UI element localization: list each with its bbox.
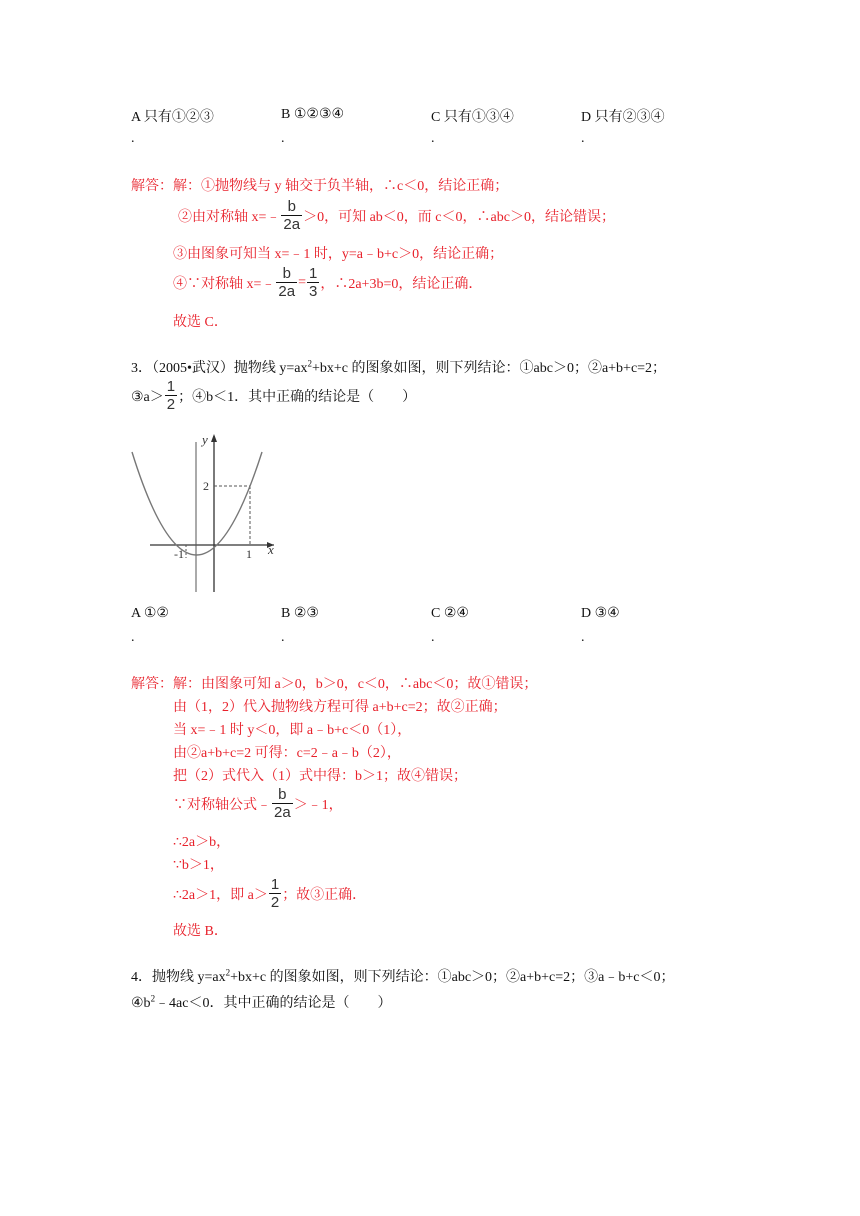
q2-line4-pre: ④∵对称轴 x=﹣ xyxy=(173,276,276,292)
q3-l6-fraction xyxy=(272,786,293,821)
q2-answer-line1: 解：①抛物线与 y 轴交于负半轴，∴c＜0，结论正确； xyxy=(173,179,509,194)
q2-option-d: D 只有②③④ xyxy=(581,110,665,125)
q2-line2-numerator: b xyxy=(281,198,302,216)
q3-l9-numerator: 1 xyxy=(270,876,280,893)
q3-stem2-denominator: 2 xyxy=(166,396,176,413)
q2-line2-pre: ②由对称轴 x=﹣ xyxy=(178,209,281,225)
q3-l9-post: ；故③正确． xyxy=(282,887,367,903)
q2-option-a-dot: . xyxy=(131,131,135,146)
q2-option-c-dot: . xyxy=(431,131,435,146)
q2-line4-fraction1 xyxy=(276,265,297,300)
q3-option-a: A ①② xyxy=(131,606,169,621)
q3-option-d: D ③④ xyxy=(581,606,620,621)
tick-label-neg1: -1 xyxy=(174,547,184,561)
parabola-graph xyxy=(128,430,278,595)
q2-line4-post: ，∴2a+3b=0，结论正确． xyxy=(320,276,483,292)
q2-option-b-dot: . xyxy=(281,131,285,146)
q3-answer-l8: ∵b＞1， xyxy=(173,858,224,873)
tick-label-1: 1 xyxy=(246,547,252,561)
q4-stem-line2 xyxy=(131,992,392,1012)
q2-line2-denominator: 2a xyxy=(283,216,301,233)
q3-l6-numerator: b xyxy=(272,786,293,804)
q2-line4-denominator2: 3 xyxy=(309,283,318,300)
q4-stem2-pre: ④b xyxy=(131,996,151,1011)
q3-answer-l6 xyxy=(173,786,343,821)
q2-line4-equals: = xyxy=(298,274,306,290)
q2-answer-line3: ③由图象可知当 x=﹣1 时，y=a﹣b+c＞0，结论正确； xyxy=(173,247,504,262)
q2-option-c: C 只有①③④ xyxy=(431,110,514,125)
q4-stem-exponent: 2 xyxy=(225,967,231,978)
q2-line4-numerator2: 1 xyxy=(309,265,318,282)
q2-line4-numerator1: b xyxy=(276,265,297,283)
x-label: x xyxy=(268,542,274,557)
q2-answer-line4 xyxy=(173,265,482,300)
q3-stem2-numerator: 1 xyxy=(166,378,176,395)
y-axis-arrow xyxy=(211,434,217,442)
parabola-curve xyxy=(132,452,262,555)
q2-line4-denominator1: 2a xyxy=(278,283,296,300)
q3-answer-l3: 当 x=﹣1 时 y＜0，即 a﹣b+c＜0（1）， xyxy=(173,723,412,738)
q3-option-b-dot: . xyxy=(281,630,285,645)
q2-option-d-dot: . xyxy=(581,131,585,146)
q3-stem-post: +bx+c 的图象如图，则下列结论：①abc＞0；②a+b+c=2； xyxy=(312,361,667,376)
q3-stem2-pre: ③a＞ xyxy=(131,389,164,405)
q3-stem2-fraction xyxy=(165,378,177,413)
q3-stem-line2 xyxy=(131,378,416,413)
q3-option-d-dot: . xyxy=(581,630,585,645)
q2-answer-label: 解答： xyxy=(131,179,173,194)
q4-stem-pre: 4．抛物线 y=ax xyxy=(131,970,226,985)
q3-answer-choice: 故选 B． xyxy=(173,924,228,939)
q3-answer-l2: 由（1，2）代入抛物线方程可得 a+b+c=2；故②正确； xyxy=(173,700,507,715)
q2-line4-fraction2 xyxy=(307,265,319,300)
q3-l9-fraction xyxy=(269,876,281,911)
q3-l9-pre: ∴2a＞1，即 a＞ xyxy=(173,887,268,903)
q2-line2-post: ＞0，可知 ab＜0，而 c＜0，∴abc＞0，结论错误； xyxy=(303,209,615,225)
q4-stem-line1 xyxy=(131,966,674,986)
q4-stem2-post: ﹣4ac＜0．其中正确的结论是（ ） xyxy=(155,996,392,1011)
q3-option-a-dot: . xyxy=(131,630,135,645)
q2-option-a: A 只有①②③ xyxy=(131,110,214,125)
q3-answer-l1: 解：由图象可知 a＞0，b＞0，c＜0，∴abc＜0；故①错误； xyxy=(173,677,538,692)
q3-l6-pre: ∵对称轴公式﹣ xyxy=(173,797,271,813)
q3-answer-l5: 把（2）式代入（1）式中得：b＞1；故④错误； xyxy=(173,769,467,784)
q4-stem2-exponent: 2 xyxy=(150,993,156,1004)
q3-option-b: B ②③ xyxy=(281,606,319,621)
q3-l9-denominator: 2 xyxy=(270,894,280,911)
q3-stem-pre: 3．（2005•武汉）抛物线 y=ax xyxy=(131,361,308,376)
q3-stem-line1 xyxy=(131,357,666,377)
q3-stem2-post: ；④b＜1．其中正确的结论是（ ） xyxy=(178,389,417,405)
q2-option-b: B ①②③④ xyxy=(281,107,345,122)
q3-l6-denominator: 2a xyxy=(274,804,291,821)
q3-option-c-dot: . xyxy=(431,630,435,645)
q2-answer-choice: 故选 C． xyxy=(173,315,228,330)
y-label: y xyxy=(202,432,208,447)
q2-line2-fraction xyxy=(281,198,302,233)
q3-option-c: C ②④ xyxy=(431,606,469,621)
q3-stem-exponent: 2 xyxy=(307,358,313,369)
q3-answer-l4: 由②a+b+c=2 可得：c=2﹣a﹣b（2）， xyxy=(173,746,401,761)
q3-l6-post: ＞﹣1， xyxy=(293,797,343,813)
q3-answer-l7: ∴2a＞b， xyxy=(173,835,231,850)
q2-answer-line2 xyxy=(178,198,615,233)
tick-label-2: 2 xyxy=(203,479,209,493)
q4-stem-post: +bx+c 的图象如图，则下列结论：①abc＞0；②a+b+c=2；③a﹣b+c＜0； xyxy=(230,970,675,985)
q3-answer-label: 解答： xyxy=(131,677,173,692)
q3-answer-l9 xyxy=(173,876,366,911)
